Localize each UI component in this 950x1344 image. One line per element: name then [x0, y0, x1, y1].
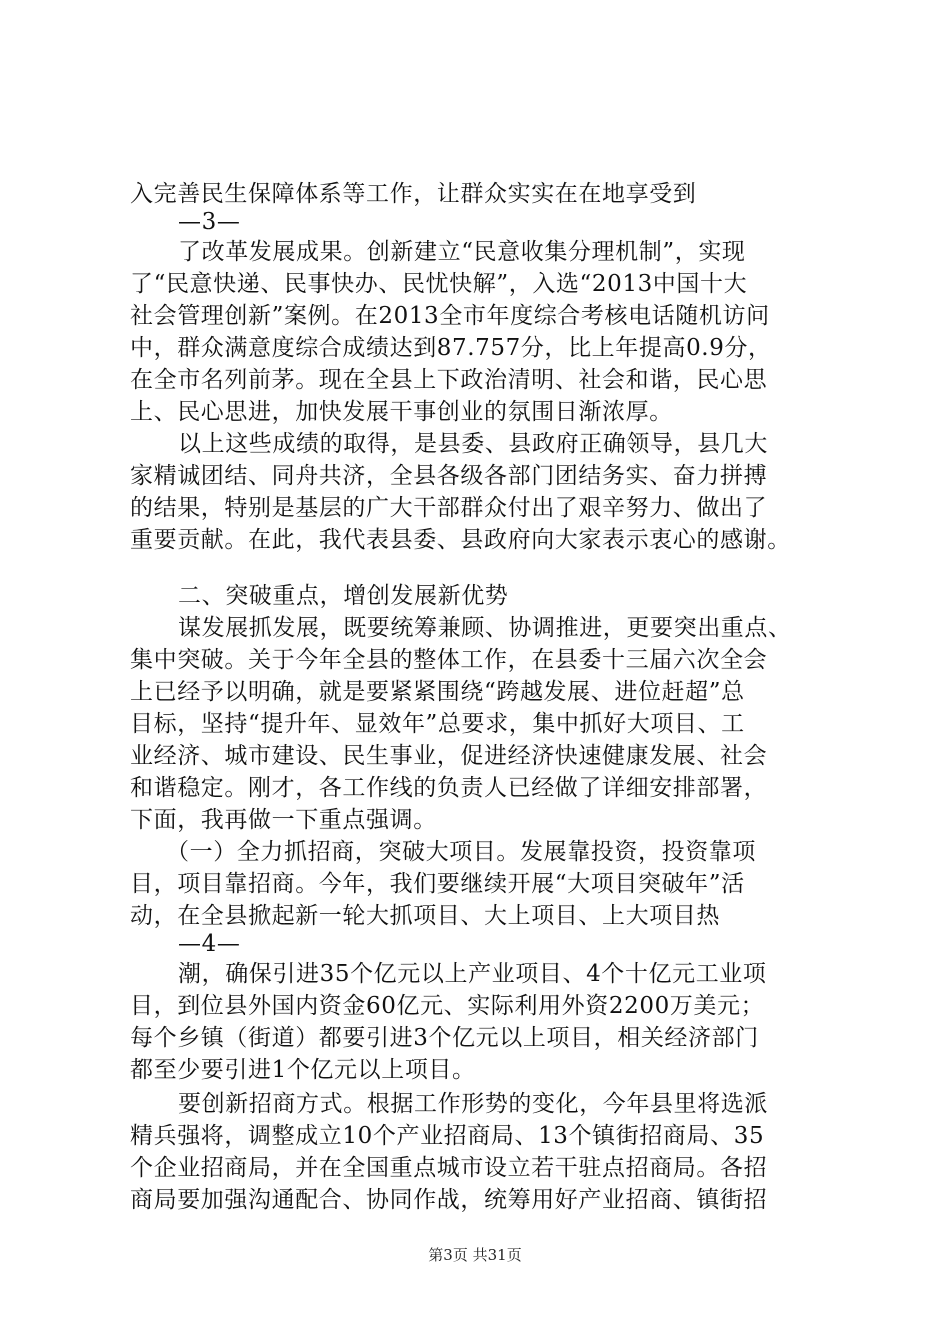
text-line: 个企业招商局，并在全国重点城市设立若干驻点招商局。各招	[130, 1155, 768, 1181]
text-line: 要创新招商方式。根据工作形势的变化，今年县里将选派	[178, 1091, 768, 1117]
subsection-heading: （一）全力抓招商，突破大项目。发展靠投资，投资靠项	[166, 839, 756, 865]
text-line: 社会管理创新”案例。在2013全市年度综合考核电话随机访问	[130, 303, 770, 329]
page-footer: 第3页 共31页	[428, 1246, 522, 1264]
page-marker: —4—	[178, 931, 241, 957]
text-line: 的结果，特别是基层的广大干部群众付出了艰辛努力、做出了	[130, 495, 768, 521]
text-line: 目，项目靠招商。今年，我们要继续开展“大项目突破年”活	[130, 871, 745, 897]
page-marker: —3—	[178, 209, 241, 235]
text-line: 入完善民生保障体系等工作，让群众实实在在地享受到	[130, 181, 697, 207]
text-line: 业经济、城市建设、民生事业，促进经济快速健康发展、社会	[130, 743, 768, 769]
text-line: 商局要加强沟通配合、协同作战，统筹用好产业招商、镇街招	[130, 1187, 768, 1213]
text-line: 中，群众满意度综合成绩达到87.757分，比上年提高0.9分，	[130, 335, 772, 361]
text-line: 潮，确保引进35个亿元以上产业项目、4个十亿元工业项	[178, 961, 767, 987]
text-line: 家精诚团结、同舟共济，全县各级各部门团结务实、奋力拼搏	[130, 463, 768, 489]
text-line: 下面，我再做一下重点强调。	[130, 807, 437, 833]
text-line: 上已经予以明确，就是要紧紧围绕“跨越发展、进位赶超”总	[130, 679, 745, 705]
text-line: 谋发展抓发展，既要统筹兼顾、协调推进，更要突出重点、	[178, 615, 792, 641]
text-line: 了“民意快递、民事快办、民忧快解”，入选“2013中国十大	[130, 271, 748, 297]
text-line: 以上这些成绩的取得，是县委、县政府正确领导，县几大	[178, 431, 768, 457]
text-line: 动，在全县掀起新一轮大抓项目、大上项目、上大项目热	[130, 903, 720, 929]
text-line: 都至少要引进1个亿元以上项目。	[130, 1057, 476, 1083]
text-line: 目，到位县外国内资金60亿元、实际利用外资2200万美元；	[130, 993, 765, 1019]
text-line: 了改革发展成果。创新建立“民意收集分理机制”，实现	[178, 239, 746, 265]
text-line: 重要贡献。在此，我代表县委、县政府向大家表示衷心的感谢。	[130, 527, 791, 553]
text-line: 和谐稳定。刚才，各工作线的负责人已经做了详细安排部署，	[130, 775, 768, 801]
text-line: 在全市名列前茅。现在全县上下政治清明、社会和谐，民心思	[130, 367, 768, 393]
section-heading: 二、突破重点，增创发展新优势	[178, 583, 509, 609]
text-line: 目标，坚持“提升年、显效年”总要求，集中抓好大项目、工	[130, 711, 745, 737]
text-line: 上、民心思进，加快发展干事创业的氛围日渐浓厚。	[130, 399, 673, 425]
text-line: 集中突破。关于今年全县的整体工作，在县委十三届六次全会	[130, 647, 768, 673]
text-line: 每个乡镇（街道）都要引进3个亿元以上项目，相关经济部门	[130, 1025, 759, 1051]
text-line: 精兵强将，调整成立10个产业招商局、13个镇街招商局、35	[130, 1123, 765, 1149]
